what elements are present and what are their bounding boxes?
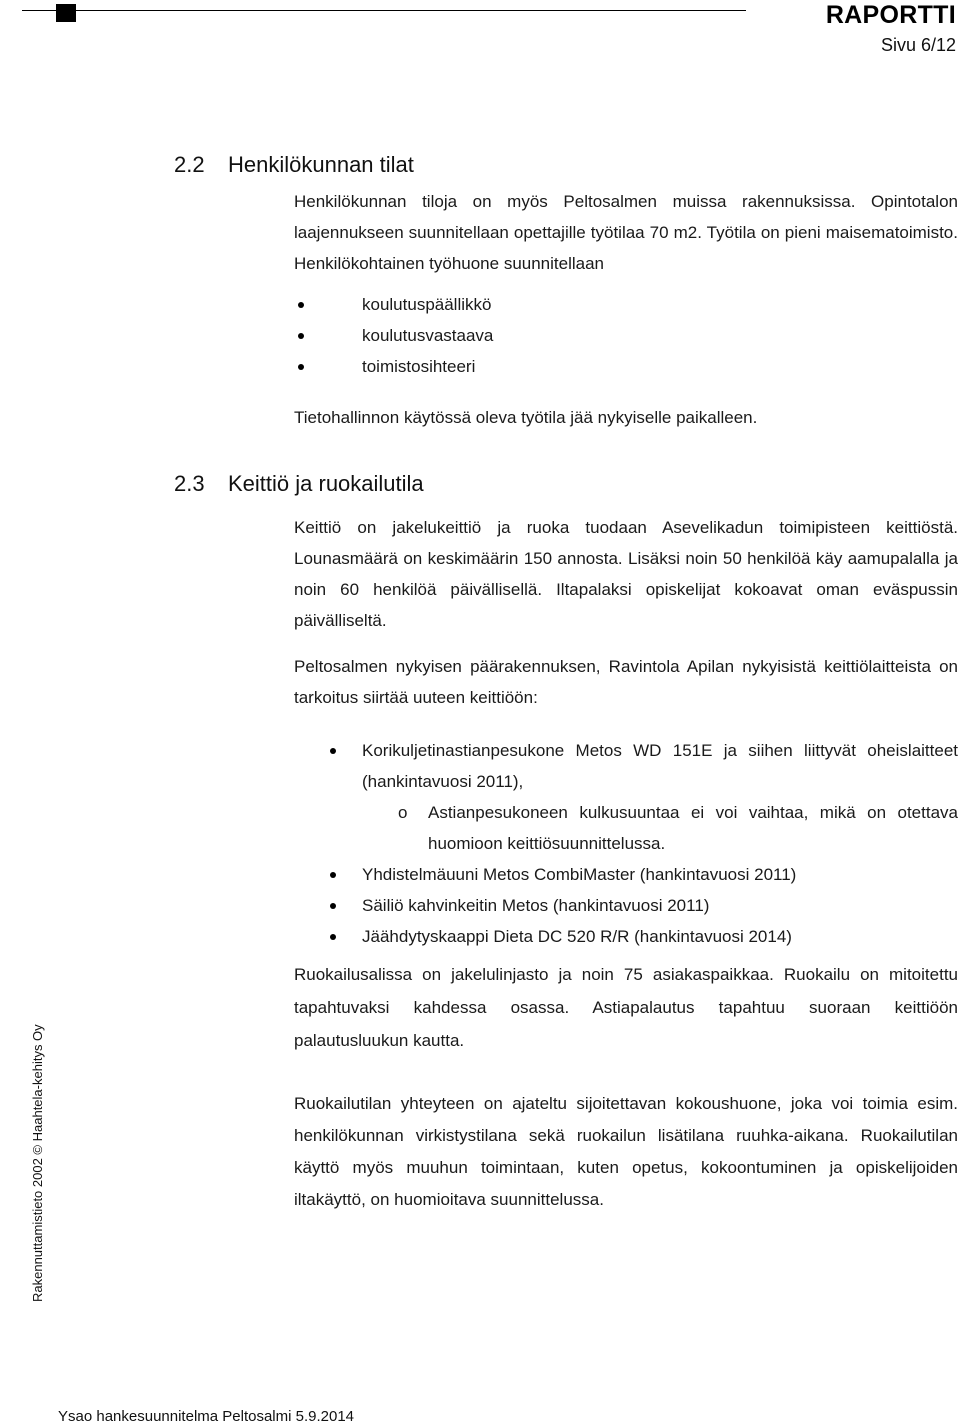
list-item: Säiliö kahvinkeitin Metos (hankintavuosi 2011): [294, 890, 958, 921]
it-space-paragraph: Tietohallinnon käytössä oleva työtila jää nykyiselle paikalleen.: [294, 408, 758, 427]
section-heading-2-3: [174, 471, 424, 497]
list-item: Korikuljetinastianpesukone Metos WD 151E ja siihen liittyvät oheislaitteet (hankintavuosi 2011), o Astianpesukoneen kulkusuuntaa ei voi vaihtaa, mikä on otettava huomioon keittiösuunnittelussa.: [294, 735, 958, 859]
sub-bullet-marker: o: [398, 803, 408, 822]
dining-hall-paragraph: Ruokailusalissa on jakelulinjasto ja noin 75 asiakaspaikkaa. Ruokailu on mitoitettu tapahtuvaksi kahdessa osassa. Astiapalautus tapahtuu suoraan keittiöön palautusluukun kautta.: [294, 965, 958, 1050]
bullet-icon: [298, 364, 304, 370]
office-rooms-list: [294, 289, 493, 382]
copyright-sidebar: Rakennuttamistieto 2002 © Haahtela-kehitys Oy: [30, 1024, 45, 1302]
list-item: Yhdistelmäuuni Metos CombiMaster (hankintavuosi 2011): [294, 859, 958, 890]
header-rule: [22, 10, 746, 11]
header-marker: [56, 4, 76, 22]
bullet-icon: [298, 333, 304, 339]
bullet-icon: [330, 872, 336, 878]
bullet-icon: [330, 903, 336, 909]
document-type: RAPORTTI: [825, 1, 956, 29]
bullet-icon: [330, 934, 336, 940]
list-item: koulutuspäällikkö: [294, 289, 493, 320]
section-number: 2.2: [174, 152, 205, 177]
list-item: koulutusvastaava: [294, 320, 493, 351]
page-number: Sivu 6/12: [880, 35, 956, 55]
list-item: o Astianpesukoneen kulkusuuntaa ei voi vaihtaa, mikä on otettava huomioon keittiösuunnittelussa.: [362, 797, 958, 859]
section-number: 2.3: [174, 471, 205, 496]
bullet-icon: [298, 302, 304, 308]
list-item: Jäähdytyskaappi Dieta DC 520 R/R (hankintavuosi 2014): [294, 921, 958, 952]
equipment-list: [294, 735, 958, 952]
equipment-intro-paragraph: Peltosalmen nykyisen päärakennuksen, Ravintola Apilan nykyisistä keittiölaitteista on tarkoitus siirtää uuteen keittiöön:: [294, 657, 958, 707]
footer-text: Ysao hankesuunnitelma Peltosalmi 5.9.2014: [58, 1408, 355, 1425]
section-heading-2-2: [174, 152, 414, 178]
staff-spaces-paragraph: Henkilökunnan tiloja on myös Peltosalmen muissa rakennuksissa. Opintotalon laajennukseen suunnitellaan opettajille työtilaa 70 m2. Työtila on pieni maisematoimisto. Henkilökohtainen työhuone suunnitellaan: [294, 192, 958, 273]
section-title: Keittiö ja ruokailutila: [228, 471, 424, 496]
equipment-sub-list: [362, 797, 958, 859]
kitchen-paragraph: Keittiö on jakelukeittiö ja ruoka tuodaan Asevelikadun toimipisteen keittiöstä. Lounasmäärä on keskimäärin 150 annosta. Lisäksi noin 50 henkilöä käy aamupalalla ja noin 60 henkilöä päivällisellä. Iltapalaksi opiskelijat kokoavat oman eväspussin päivälliseltä.: [294, 518, 958, 630]
list-item: toimistosihteeri: [294, 351, 493, 382]
meeting-room-paragraph: Ruokailutilan yhteyteen on ajateltu sijoitettavan kokoushuone, joka voi toimia esim. henkilökunnan virkistystilana sekä ruokailun lisätilana ruuhka-aikana. Ruokailutilan käyttö myös muuhun toimintaan, kuten opetus, kokoontuminen ja opiskelijoiden iltakäyttö, on huomioitava suunnittelussa.: [294, 1094, 958, 1209]
section-title: Henkilökunnan tilat: [228, 152, 414, 177]
bullet-icon: [330, 748, 336, 754]
